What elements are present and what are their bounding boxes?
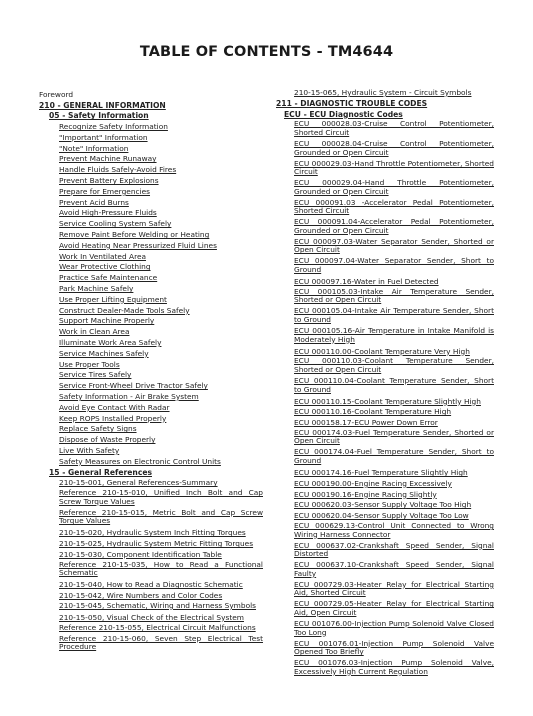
toc-entry[interactable]: ECU 000105.03-Intake Air Temperature Sender, Shorted or Open Circuit — [294, 286, 494, 305]
toc-entry[interactable]: ECU 000097.04-Water Separator Sender, Short to Ground — [294, 256, 494, 275]
toc-entry[interactable]: ECU 000190.16-Engine Racing Slightly — [294, 489, 437, 499]
toc-entry[interactable]: 210-15-030, Component Identification Table — [59, 549, 222, 559]
toc-entry[interactable]: ECU 000637.10-Crankshaft Speed Sender, Signal Faulty — [294, 560, 494, 578]
toc-entry[interactable]: Remove Paint Before Welding or Heating — [59, 230, 210, 240]
toc-entry[interactable]: Reference 210-15-060, Seven Step Electrical Test Procedure — [59, 633, 263, 652]
toc-entry[interactable]: Prevent Machine Runaway — [59, 154, 157, 164]
toc-entry[interactable]: Illuminate Work Area Safely — [59, 338, 162, 348]
toc-entry[interactable]: 210-15-025, Hydraulic System Metric Fitting Torques — [59, 539, 254, 549]
toc-entry[interactable]: ECU 000629.13-Control Unit Connected to Wrong Wiring Harness Connector — [294, 521, 494, 539]
toc-subsection-05[interactable]: 05 - Safety Information — [49, 111, 149, 121]
toc-entry[interactable]: Avoid High-Pressure Fluids — [59, 208, 157, 218]
toc-entry[interactable]: 210-15-050, Visual Check of the Electrical System — [59, 612, 244, 622]
toc-entry[interactable]: Prepare for Emergencies — [59, 186, 151, 196]
toc-entry[interactable]: Work In Ventilated Area — [59, 251, 147, 261]
toc-entry[interactable]: ECU 000190.00-Engine Racing Excessively — [294, 478, 452, 488]
toc-entry[interactable]: "Note" Information — [59, 143, 129, 153]
toc-entry[interactable]: ECU 000174.04-Fuel Temperature Sender, Short to Ground — [294, 447, 494, 466]
toc-entry[interactable]: Keep ROPS Installed Properly — [59, 413, 167, 423]
toc-entry[interactable]: ECU 000110.04-Coolant Temperature Sender, Short to Ground — [294, 375, 494, 394]
toc-entry[interactable]: Safety Measures on Electronic Control Units — [59, 456, 221, 466]
toc-right-column — [276, 88, 494, 679]
toc-entry[interactable]: 210-15-001, General References-Summary — [59, 478, 218, 488]
toc-entry[interactable]: Reference 210-15-015, Metric Bolt and Cap Screw Torque Values — [59, 507, 263, 526]
toc-entry[interactable]: ECU 001076.00-Injection Pump Solenoid Valve Closed Too Long — [294, 618, 494, 637]
toc-entry[interactable]: Service Cooling System Safely — [59, 219, 172, 229]
toc-entry[interactable]: ECU 000105.04-Intake Air Temperature Sender, Short to Ground — [294, 306, 494, 324]
toc-subsection-15[interactable]: 15 - General References — [49, 467, 152, 477]
toc-subsection-ecu[interactable]: ECU - ECU Diagnostic Codes — [284, 109, 403, 119]
toc-entry[interactable]: Use Proper Lifting Equipment — [59, 294, 167, 304]
toc-entry[interactable]: ECU 000620.03-Sensor Supply Voltage Too High — [294, 500, 472, 510]
toc-entry[interactable]: ECU 000097.16-Water in Fuel Detected — [294, 277, 439, 287]
toc-entry[interactable]: ECU 001076.03-Injection Pump Solenoid Valve, Excessively High Current Regulation — [294, 658, 494, 676]
toc-entry[interactable]: Dispose of Waste Properly — [59, 435, 156, 445]
toc-entry[interactable]: Avoid Eye Contact With Radar — [59, 402, 170, 412]
toc-entry[interactable]: Safety Information - Air Brake System — [59, 392, 199, 402]
toc-entry[interactable]: 210-15-065, Hydraulic System - Circuit Symbols — [294, 88, 472, 97]
toc-entry[interactable]: Reference 210-15-035, How to Read a Functional Schematic — [59, 559, 263, 578]
toc-entry[interactable]: ECU 000110.15-Coolant Temperature Slightly High — [294, 396, 481, 406]
toc-entry[interactable]: 210-15-020, Hydraulic System Inch Fitting Torques — [59, 528, 246, 538]
toc-entry[interactable]: Use Proper Tools — [59, 359, 120, 369]
toc-entry[interactable]: ECU 000174.03-Fuel Temperature Sender, Shorted or Open Circuit — [294, 427, 494, 446]
toc-section-211[interactable]: 211 - DIAGNOSTIC TROUBLE CODES — [276, 98, 428, 108]
toc-entry[interactable]: Wear Protective Clothing — [59, 262, 151, 272]
toc-entry[interactable]: ECU 000158.17-ECU Power Down Error — [294, 418, 438, 428]
toc-left-column — [39, 90, 263, 654]
toc-entry[interactable]: ECU 000091.04-Accelerator Pedal Potentiometer, Grounded or Open Circuit — [294, 217, 494, 235]
toc-entry[interactable]: Park Machine Safely — [59, 284, 134, 294]
toc-entry[interactable]: 210-15-042, Wire Numbers and Color Codes — [59, 591, 223, 601]
toc-entry[interactable]: Replace Safety Signs — [59, 424, 137, 434]
toc-entry[interactable]: Reference 210-15-010, Unified Inch Bolt and Cap Screw Torque Values — [59, 488, 263, 506]
toc-entry-foreword[interactable]: Foreword — [39, 90, 74, 99]
toc-entry[interactable]: ECU 000110.03-Coolant Temperature Sender, Shorted or Open Circuit — [294, 356, 494, 374]
toc-entry[interactable]: Avoid Heating Near Pressurized Fluid Lines — [59, 240, 217, 250]
toc-entry[interactable]: ECU 000729.03-Heater Relay for Electrical Starting Aid, Shorted Circuit — [294, 579, 494, 598]
toc-entry[interactable]: Prevent Acid Burns — [59, 197, 129, 207]
toc-entry[interactable]: Prevent Battery Explosions — [59, 176, 159, 186]
toc-entry[interactable]: Work in Clean Area — [59, 327, 130, 337]
toc-entry[interactable]: "Important" Information — [59, 132, 148, 142]
toc-entry[interactable]: ECU 000097.03-Water Separator Sender, Shorted or Open Circuit — [294, 236, 494, 255]
toc-entry[interactable]: ECU 000029.03-Hand Throttle Potentiometer, Shorted Circuit — [294, 158, 494, 177]
toc-entry[interactable]: Handle Fluids Safely-Avoid Fires — [59, 165, 177, 175]
toc-entry[interactable]: Service Tires Safely — [59, 370, 132, 380]
toc-entry[interactable]: ECU 000637.02-Crankshaft Speed Sender, Signal Distorted — [294, 540, 494, 559]
toc-entry[interactable]: ECU 000174.16-Fuel Temperature Slightly High — [294, 468, 468, 478]
toc-entry[interactable]: ECU 000105.16-Air Temperature in Intake Manifold is Moderately High — [294, 325, 494, 344]
page-title: TABLE OF CONTENTS - TM4644 — [139, 44, 394, 60]
toc-entry[interactable]: ECU 000620.04-Sensor Supply Voltage Too Low — [294, 511, 469, 521]
toc-entry[interactable]: ECU 000729.05-Heater Relay for Electrical Starting Aid, Open Circuit — [294, 599, 494, 617]
toc-entry[interactable]: ECU 000029.04-Hand Throttle Potentiometer, Grounded or Open Circuit — [294, 178, 494, 196]
toc-entry[interactable]: Reference 210-15-055, Electrical Circuit Malfunctions — [59, 622, 256, 632]
toc-entry[interactable]: ECU 000110.00-Coolant Temperature Very High — [294, 346, 470, 356]
toc-section-210[interactable]: 210 - GENERAL INFORMATION — [39, 100, 166, 110]
toc-entry[interactable]: 210-15-040, How to Read a Diagnostic Schematic — [59, 580, 243, 590]
toc-entry[interactable]: Live With Safety — [59, 446, 120, 455]
toc-entry[interactable]: ECU 000028.04-Cruise Control Potentiometer, Grounded or Open Circuit — [294, 138, 494, 157]
toc-entry[interactable]: ECU 000091.03 -Accelerator Pedal Potentiometer, Shorted Circuit — [294, 197, 494, 216]
toc-entry[interactable]: ECU 000028.03-Cruise Control Potentiometer, Shorted Circuit — [294, 119, 494, 137]
toc-entry[interactable]: Practice Safe Maintenance — [59, 273, 158, 283]
toc-entry[interactable]: Recognize Safety Information — [59, 122, 168, 132]
toc-entry[interactable]: 210-15-045, Schematic, Wiring and Harness Symbols — [59, 600, 257, 610]
toc-entry[interactable]: Service Machines Safely — [59, 348, 149, 358]
toc-entry[interactable]: Support Machine Properly — [59, 316, 155, 326]
toc-entry[interactable]: ECU 001076.01-Injection Pump Solenoid Valve Opened Too Briefly — [294, 638, 494, 657]
toc-entry[interactable]: Construct Dealer-Made Tools Safely — [59, 305, 190, 315]
toc-entry[interactable]: ECU 000110.16-Coolant Temperature High — [294, 407, 452, 417]
toc-entry[interactable]: Service Front-Wheel Drive Tractor Safely — [59, 381, 208, 391]
